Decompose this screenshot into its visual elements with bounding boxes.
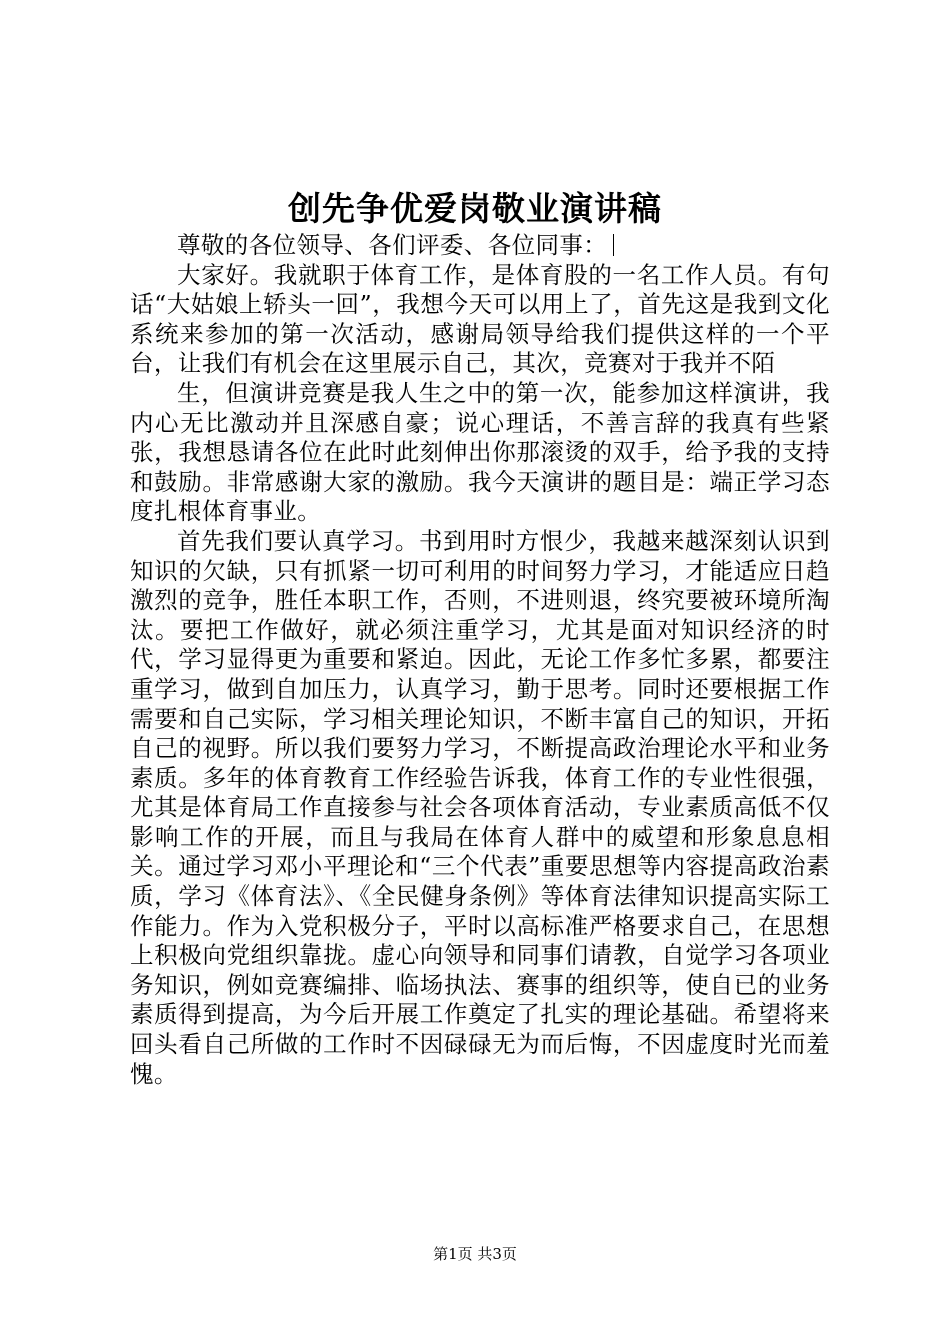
body-paragraph: 首先我们要认真学习。书到用时方恨少，我越来越深刻认识到知识的欠缺，只有抓紧一切可利用的时间努力学习，才能适应日趋激烈的竞争，胜任本职工作，否则，不进则退，终究要被环境所淘汰。要把工作做好，就必须注重学习，尤其是面对知识经济的时代，学习显得更为重要和紧迫。因此，无论工作多忙多累，都要注重学习，做到自加压力，认真学习，勤于思考。同时还要根据工作需要和自己实际，学习相关理论知识，不断丰富自己的知识，开拓自己的视野。所以我们要努力学习，不断提高政治理论水平和业务素质。多年的体育教育工作经验告诉我，体育工作的专业性很强，尤其是体育局工作直接参与社会各项体育活动，专业素质高低不仅影响工作的开展，而且与我局在体育人群中的威望和形象息息相关。通过学习邓小平理论和“三个代表”重要思想等内容提高政治素质，学习《体育法》、《全民健身条例》等体育法律知识提高实际工作能力。作为入党积极分子，平时以高标准严格要求自己，在思想上积极向党组织靠拢。虚心向领导和同事们请教，自觉学习各项业务知识，例如竞赛编排、临场执法、赛事的组织等，使自已的业务素质得到提高，为今后开展工作奠定了扎实的理论基础。希望将来回头看自己所做的工作时不因碌碌无为而后悔，不因虚度时光而羞愧。 bbox=[130, 526, 830, 1088]
salutation-paragraph bbox=[130, 231, 830, 261]
page-footer: 第1页 共3页 bbox=[433, 1245, 517, 1263]
body-paragraph: 大家好。我就职于体育工作，是体育股的一名工作人员。有句话“大姑娘上轿头一回”，我想今天可以用上了，首先这是我到文化系统来参加的第一次活动，感谢局领导给我们提供这样的一个平台，让我们有机会在这里展示自己，其次，竞赛对于我并不陌 bbox=[130, 260, 830, 378]
document-body bbox=[130, 231, 830, 1089]
body-paragraph: 生，但演讲竞赛是我人生之中的第一次，能参加这样演讲，我内心无比激动并且深感自豪；说心理话，不善言辞的我真有些紧张，我想恳请各位在此时此刻伸出你那滚烫的双手，给予我的支持和鼓励。非常感谢大家的激励。我今天演讲的题目是：端正学习态度扎根体育事业。 bbox=[130, 378, 830, 526]
salutation-text: 尊敬的各位领导、各们评委、各位同事： bbox=[177, 231, 608, 259]
document-title: 创先争优爱岗敬业演讲稿 bbox=[288, 189, 662, 228]
text-cursor bbox=[613, 234, 614, 256]
